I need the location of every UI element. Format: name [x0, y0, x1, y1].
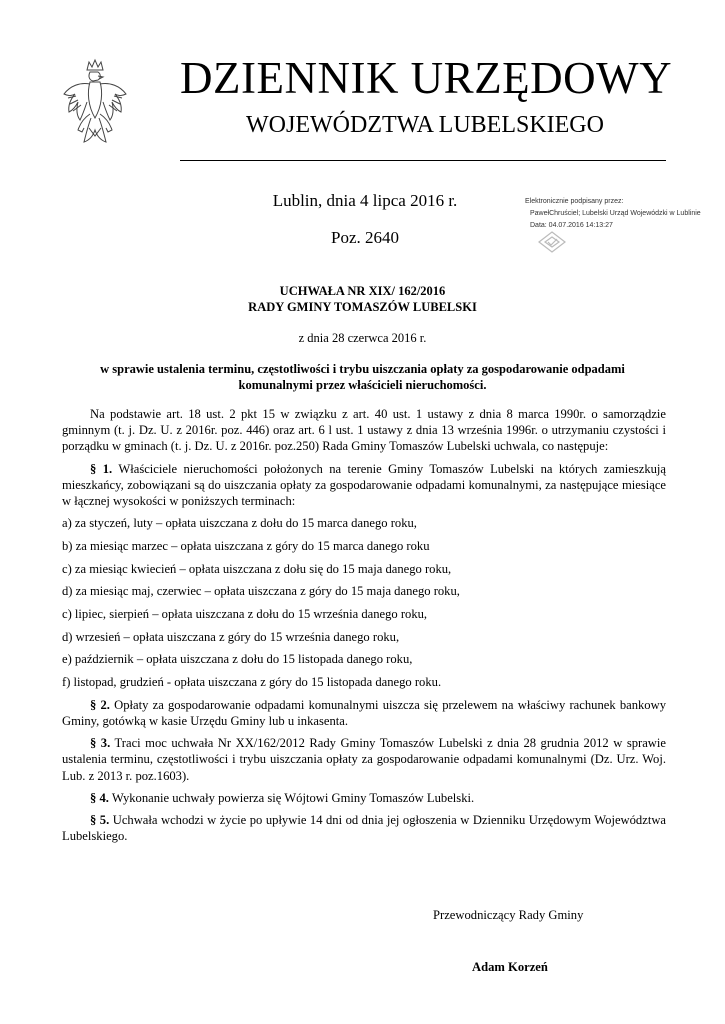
preamble: Na podstawie art. 18 ust. 2 pkt 15 w związku z art. 40 ust. 1 ustawy z dnia 8 marca 1990r. o samorządzie gminnym (t. j. Dz. U. z 2016r. poz. 446) oraz art. 6 l ust. 1 ustawy z dnia 13 września 1996r. o utrzymaniu czystości i porządku w gminach (t. j. Dz. U. z 2016r. poz.250) Rada Gminy Tomaszów Lubelski uchwala, co następuje:	[62, 407, 666, 454]
paragraph-2-text: Opłaty za gospodarowanie odpadami komunalnymi uiszcza się przelewem na właściwy rachunek bankowy Gminy, gotówką w kasie Urzędu Gminy lub u inkasenta.	[62, 697, 666, 729]
masthead-divider	[180, 160, 666, 161]
paragraph-1	[62, 461, 666, 510]
masthead-subtitle: WOJEWÓDZTWA LUBELSKIEGO	[246, 112, 604, 138]
list-item: d) za miesiąc maj, czerwiec – opłata uiszczana z góry do 15 maja danego roku,	[62, 584, 460, 599]
signature-date: Data: 04.07.2016 14:13:27	[530, 222, 613, 229]
paragraph-1-label: § 1.	[90, 461, 113, 476]
list-item: e) październik – opłata uiszczana z dołu do 15 listopada danego roku,	[62, 652, 413, 667]
resolution-date: z dnia 28 czerwca 2016 r.	[298, 331, 427, 345]
signature-signer: PawełChruściel; Lubelski Urząd Wojewódzki w Lublinie	[530, 210, 701, 217]
electronic-signature-stamp	[525, 196, 715, 232]
list-item: f) listopad, grudzień - opłata uiszczana z góry do 15 listopada danego roku.	[62, 675, 442, 690]
paragraph-4-label: § 4.	[90, 790, 109, 805]
list-item: c) lipiec, sierpień – opłata uiszczana z dołu do 15 września danego roku,	[62, 607, 428, 622]
paragraph-4	[62, 790, 666, 806]
signature-label: Elektronicznie podpisany przez:	[525, 198, 624, 205]
paragraph-3	[62, 735, 666, 784]
resolution-subject: w sprawie ustalenia terminu, częstotliwości i trybu uiszczania opłaty za gospodarowanie odpadami komunalnymi przez właścicieli nieruchomości.	[100, 362, 625, 392]
place-and-date: Lublin, dnia 4 lipca 2016 r.	[272, 191, 458, 210]
resolution-number: UCHWAŁA NR XIX/ 162/2016	[279, 284, 446, 298]
white-eagle-emblem-icon	[60, 56, 130, 156]
chairman-name: Adam Korzeń	[472, 960, 548, 974]
list-item: a) za styczeń, luty – opłata uiszczana z dołu do 15 marca danego roku,	[62, 516, 417, 531]
list-item: b) za miesiąc marzec – opłata uiszczana z góry do 15 marca danego roku	[62, 538, 430, 553]
resolution-body	[62, 406, 666, 850]
council-name: RADY GMINY TOMASZÓW LUBELSKI	[248, 300, 477, 314]
signature-check-icon	[537, 230, 567, 254]
paragraph-3-label: § 3.	[90, 736, 111, 751]
chairman-title: Przewodniczący Rady Gminy	[433, 908, 584, 922]
paragraph-1-text: Właściciele nieruchomości położonych na terenie Gminy Tomaszów Lubelski na których zamieszkują mieszkańcy, zobowiązani są do uiszczania opłaty za gospodarowanie odpadami komunalnymi, za następujące miesiące w łącznej wysokości w poniższych terminach:	[62, 461, 667, 509]
list-item: c) za miesiąc kwiecień – opłata uiszczana z dołu się do 15 maja danego roku,	[62, 561, 452, 576]
paragraph-2	[62, 697, 666, 729]
paragraph-2-label: § 2.	[90, 697, 110, 712]
paragraph-5-text: Uchwała wchodzi w życie po upływie 14 dni od dnia jej ogłoszenia w Dzienniku Urzędowym Województwa Lubelskiego.	[62, 813, 666, 844]
paragraph-5-label: § 5.	[90, 813, 110, 828]
paragraph-3-text: Traci moc uchwała Nr XX/162/2012 Rady Gminy Tomaszów Lubelski z dnia 28 grudnia 2012 w sprawie ustalenia terminu, częstotliwości i trybu uiszczania opłaty za gospodarowanie odpadami komunalnymi (Dz. Urz. Woj. Lub. z 2013 r. poz.1603).	[62, 736, 666, 783]
paragraph-4-text: Wykonanie uchwały powierza się Wójtowi Gminy Tomaszów Lubelski.	[111, 790, 475, 805]
paragraph-5	[62, 812, 666, 844]
position-number: Poz. 2640	[331, 228, 399, 247]
masthead-title: DZIENNIK URZĘDOWY	[180, 53, 673, 103]
list-item: d) wrzesień – opłata uiszczana z góry do 15 września danego roku,	[62, 629, 400, 644]
